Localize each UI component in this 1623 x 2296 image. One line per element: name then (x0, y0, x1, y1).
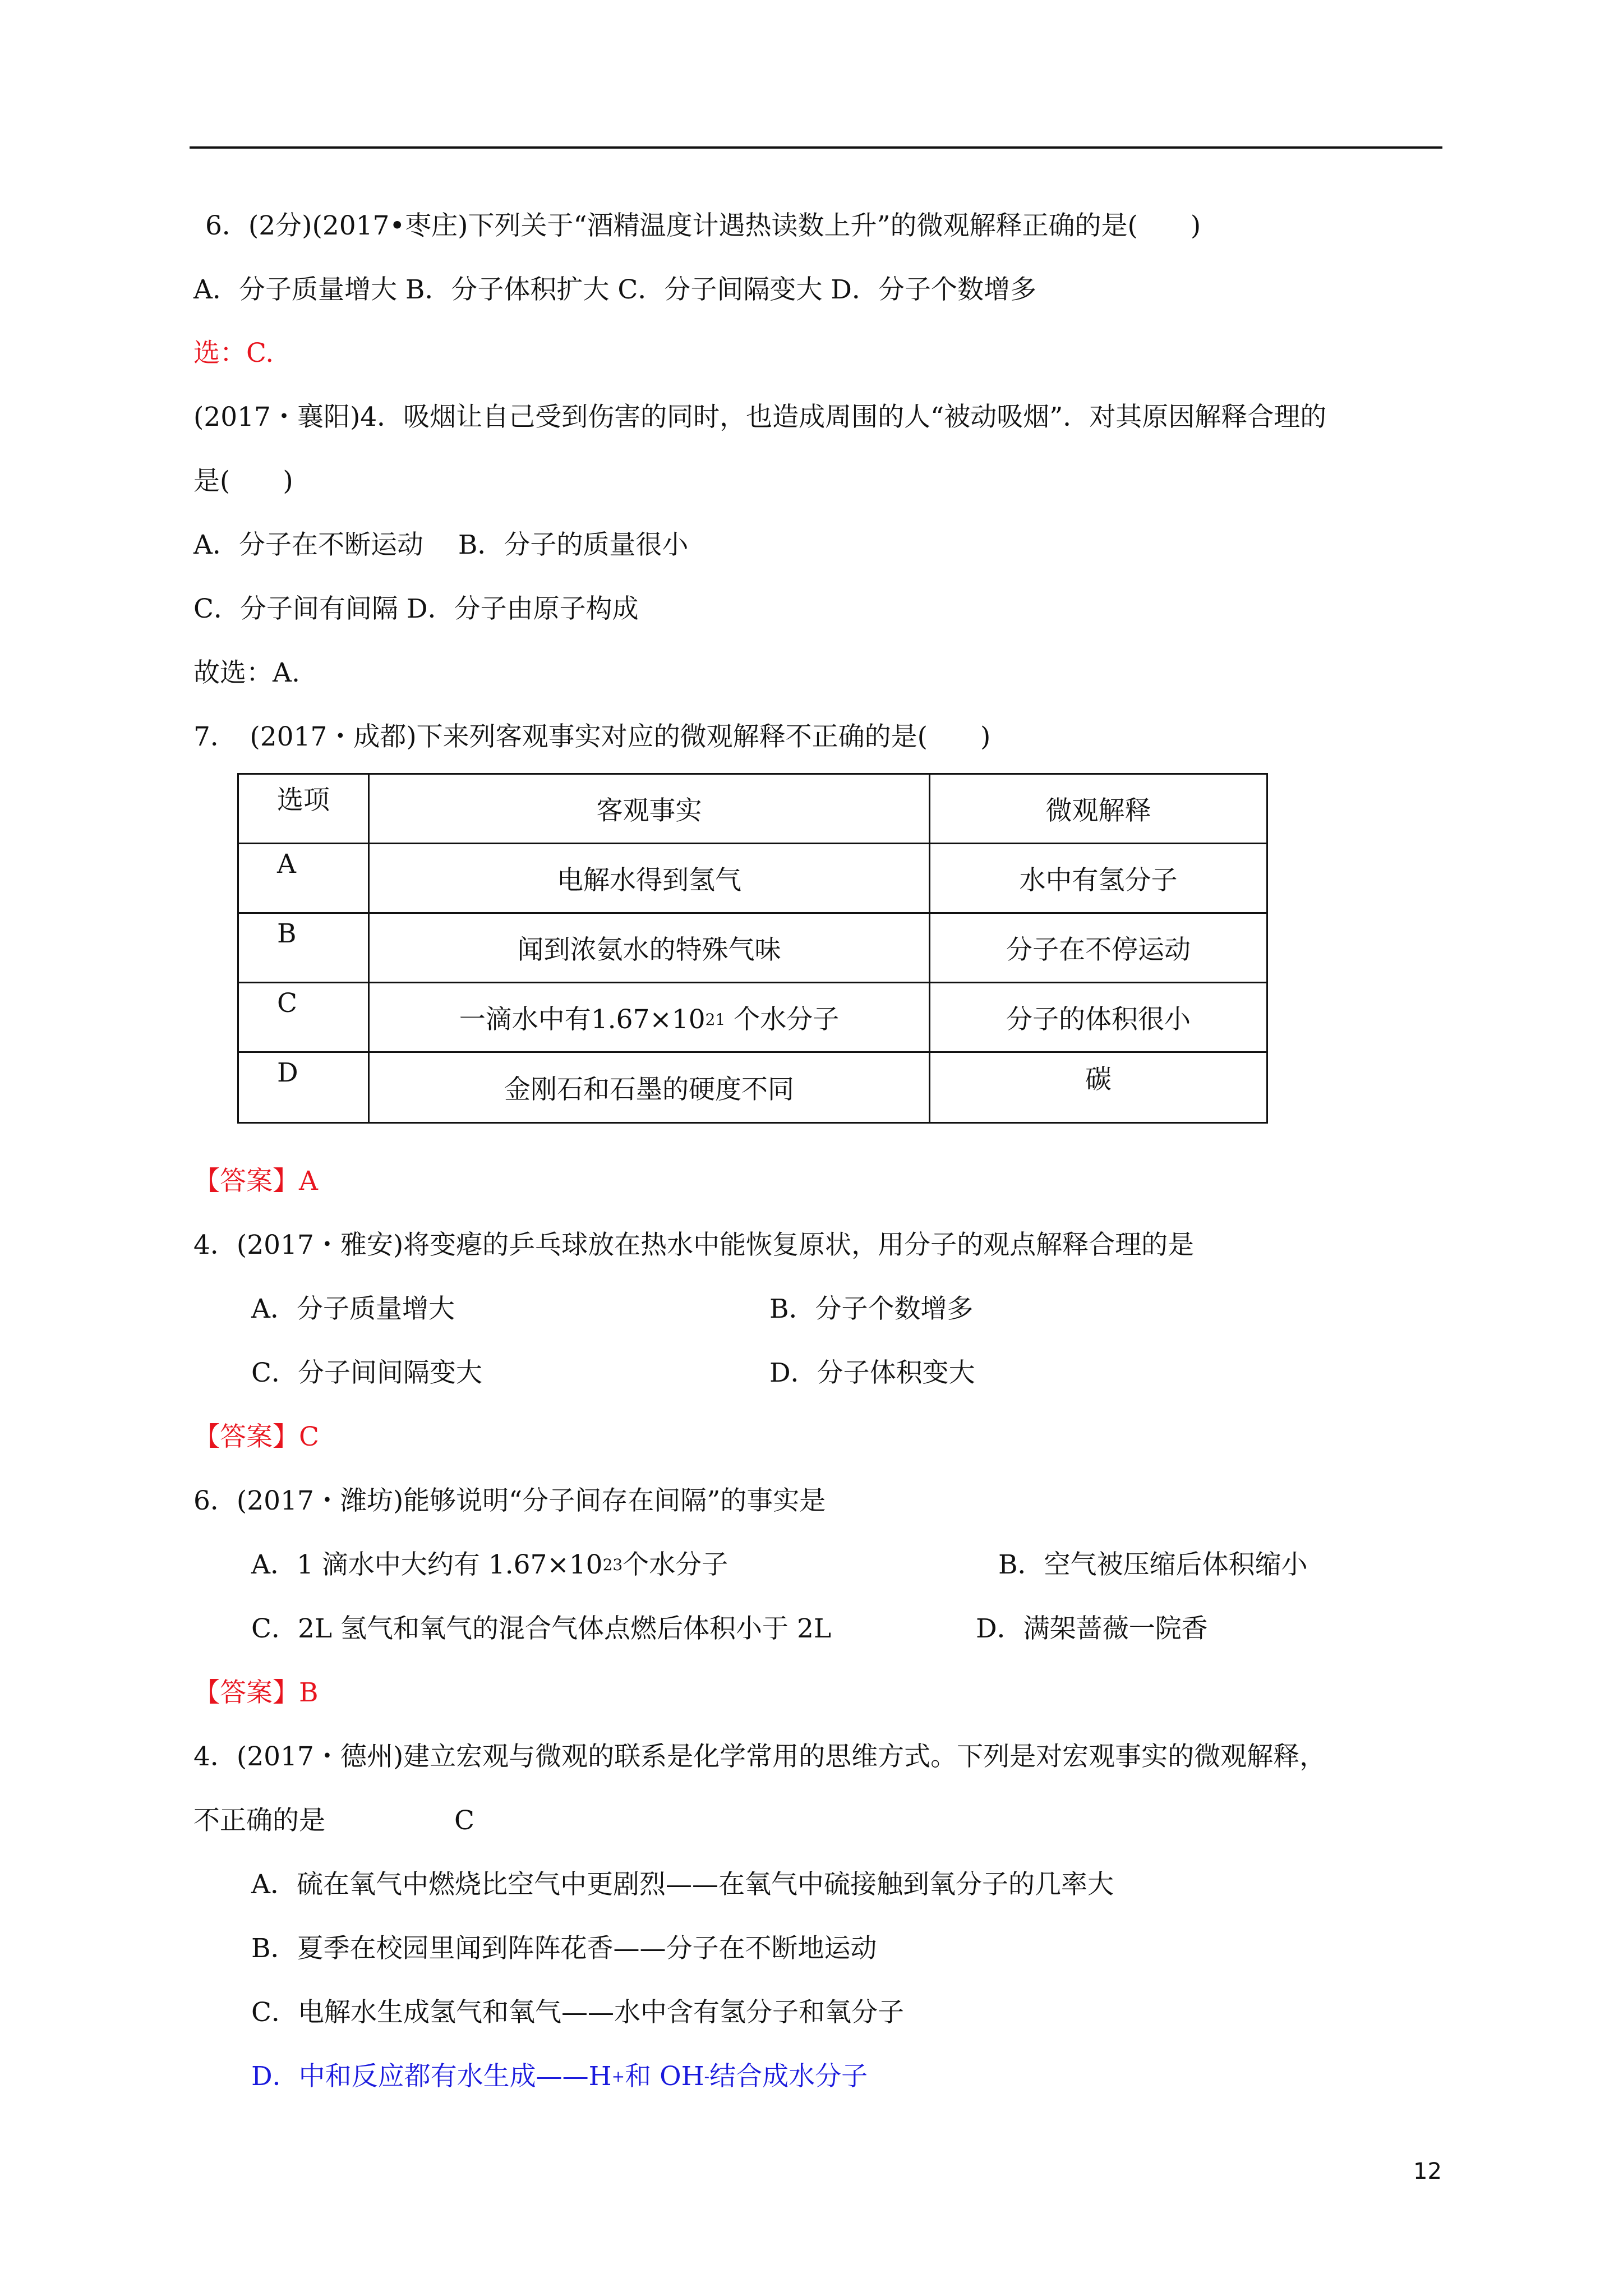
q1-stem: 6．(2分)(2017•枣庄)下列关于“酒精温度计遇热读数上升”的微观解释正确的是( ) (205, 210, 1201, 241)
table-cell-explanation: 分子在不停运动 (930, 913, 1267, 983)
q4-stem: 4．(2017・雅安)将变瘪的乒乓球放在热水中能恢复原状，用分子的观点解释合理的是 (193, 1230, 1195, 1260)
q6-option-d-part1: D．中和反应都有水生成——H (251, 2061, 612, 2092)
table-row (238, 844, 1267, 913)
table-row (238, 913, 1267, 983)
q2-options-line2: C．分子间有间隔 D．分子由原子构成 (193, 593, 639, 624)
q5-option-d: D．满架蔷薇一院香 (976, 1613, 1208, 1644)
q6-option-d-part2: 和 OH (625, 2061, 704, 2092)
table-header-fact: 客观事实 (369, 774, 930, 844)
table-header-row (238, 774, 1267, 844)
table-row (238, 983, 1267, 1052)
q4-option-a: A．分子质量增大 (251, 1294, 455, 1324)
table-cell-fact: 闻到浓氨水的特殊气味 (369, 913, 930, 983)
q5-option-a-suffix: 个水分子 (623, 1549, 728, 1580)
q6-option-b: B．夏季在校园里闻到阵阵花香——分子在不断地运动 (251, 1933, 877, 1964)
q5-answer: 【答案】B (193, 1677, 319, 1708)
q4-option-b: B．分子个数增多 (769, 1294, 974, 1324)
table-cell-explanation: 水中有氢分子 (930, 844, 1267, 913)
table-cell-explanation: 碳 (930, 1052, 1267, 1123)
table-cell-option: B (238, 913, 369, 983)
table-cell-option: D (238, 1052, 369, 1123)
q6-stem-line1: 4．(2017・德州)建立宏观与微观的联系是化学常用的思维方式。下列是对宏观事实的微观解释， (193, 1741, 1326, 1772)
q4-option-c: C．分子间间隔变大 (251, 1358, 482, 1388)
facts-table (237, 773, 1268, 1124)
q6-inline-answer: C (454, 1805, 474, 1836)
q1-answer: 选：C. (193, 338, 274, 369)
table-cell-fact (369, 983, 930, 1052)
table-row (238, 1052, 1267, 1123)
q6-option-d-sup2: - (704, 2067, 710, 2086)
table-cell-fact: 电解水得到氢气 (369, 844, 930, 913)
q2-options-line1: A．分子在不断运动 B．分子的质量很小 (193, 530, 689, 560)
table-cell-explanation: 分子的体积很小 (930, 983, 1267, 1052)
q4-answer: 【答案】C (193, 1421, 319, 1452)
table-cell-option: C (238, 983, 369, 1052)
fact-text-prefix: 一滴水中有1.67×10 (459, 1004, 706, 1035)
q5-option-a-exponent: 23 (602, 1556, 623, 1574)
q2-stem-line1: (2017・襄阳)4．吸烟让自己受到伤害的同时，也造成周围的人“被动吸烟”．对其原因解释合理的 (193, 402, 1327, 432)
q1-options: A．分子质量增大 B．分子体积扩大 C．分子间隔变大 D．分子个数增多 (193, 274, 1036, 305)
q3-answer: 【答案】A (193, 1166, 318, 1197)
page-number: 12 (1413, 2159, 1442, 2184)
q3-stem: 7． (2017・成都)下来列客观事实对应的微观解释不正确的是( ) (193, 721, 991, 752)
fact-exponent: 21 (705, 1010, 726, 1029)
q6-stem-line2: 不正确的是 (193, 1805, 325, 1836)
q2-answer: 故选：A. (193, 657, 300, 688)
q6-option-d-sup1: + (611, 2067, 625, 2086)
table-header-option: 选项 (238, 774, 369, 844)
header-rule (190, 146, 1442, 149)
q5-option-a (251, 1548, 728, 1582)
table-cell-fact: 金刚石和石墨的硬度不同 (369, 1052, 930, 1123)
q6-option-a: A．硫在氧气中燃烧比空气中更剧烈——在氧气中硫接触到氧分子的几率大 (251, 1869, 1114, 1900)
q5-option-a-prefix: A．1 滴水中大约有 1.67×10 (251, 1549, 603, 1580)
q2-stem-line2: 是( ) (193, 466, 293, 496)
q6-option-d (251, 2060, 868, 2093)
q5-stem: 6．(2017・潍坊)能够说明“分子间存在间隔”的事实是 (193, 1485, 826, 1516)
q6-option-d-part3: 结合成水分子 (709, 2061, 868, 2092)
table-header-explanation: 微观解释 (930, 774, 1267, 844)
q5-option-b: B．空气被压缩后体积缩小 (998, 1549, 1308, 1580)
table-cell-option: A (238, 844, 369, 913)
q6-option-c: C．电解水生成氢气和氧气——水中含有氢分子和氧分子 (251, 1997, 904, 2028)
q5-option-c: C．2L 氢气和氧气的混合气体点燃后体积小于 2L (251, 1613, 832, 1644)
q4-option-d: D．分子体积变大 (769, 1358, 975, 1388)
fact-text-suffix: 个水分子 (725, 1004, 840, 1035)
